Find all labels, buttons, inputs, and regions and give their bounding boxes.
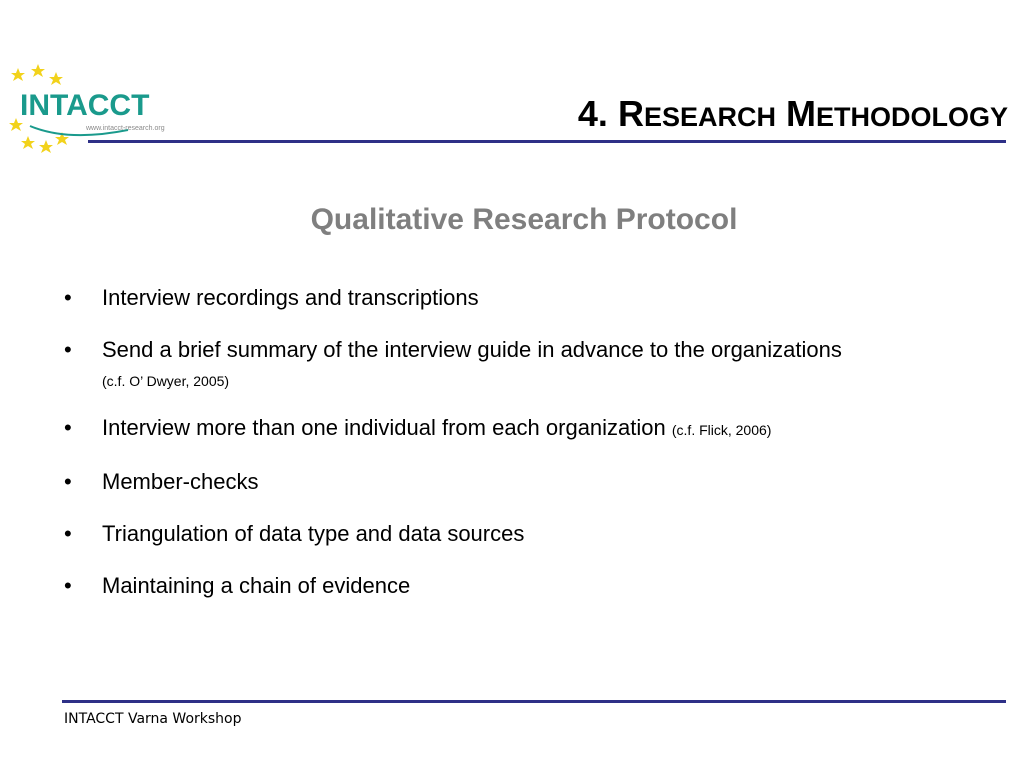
logo-graphic (8, 60, 198, 160)
title-rest-research: ESEARCH (643, 102, 776, 132)
list-item (64, 571, 1009, 601)
list-item (64, 283, 1009, 313)
bullet-icon: • (64, 337, 72, 362)
list-item (64, 335, 1009, 395)
bullet-icon: • (64, 285, 72, 310)
footer-text: INTACCT Varna Workshop (64, 711, 242, 727)
bullet-citation: (c.f. O’ Dwyer, 2005) (102, 373, 230, 389)
bullet-text: Triangulation of data type and data sources (102, 521, 525, 546)
bullet-icon: • (64, 573, 72, 598)
title-initial-r: R (617, 93, 644, 134)
intacct-logo (8, 60, 198, 160)
bullet-text: Member-checks (102, 469, 259, 494)
bullet-text: Send a brief summary of the interview guide in advance to the organizations (102, 337, 842, 362)
title-initial-m: M (785, 93, 816, 134)
slide-subtitle: Qualitative Research Protocol (310, 203, 738, 236)
logo-url: www.intacct-research.org (86, 125, 165, 132)
footer-divider (62, 700, 1006, 703)
bullet-list (64, 283, 1009, 623)
title-number: 4. (577, 93, 618, 134)
bullet-text: Maintaining a chain of evidence (102, 573, 411, 598)
bullet-icon: • (64, 469, 72, 494)
list-item (64, 467, 1009, 497)
slide-title (578, 92, 1008, 139)
title-divider (88, 140, 1006, 143)
bullet-text: Interview more than one individual from each organization (102, 415, 672, 440)
bullet-citation: (c.f. Flick, 2006) (671, 422, 772, 438)
list-item (64, 519, 1009, 549)
bullet-text: Interview recordings and transcriptions (102, 285, 479, 310)
logo-name: INTACCT (20, 89, 150, 122)
bullet-icon: • (64, 415, 72, 440)
title-rest-methodology: ETHODOLOGY (815, 102, 1008, 132)
list-item (64, 413, 1009, 445)
bullet-icon: • (64, 521, 72, 546)
